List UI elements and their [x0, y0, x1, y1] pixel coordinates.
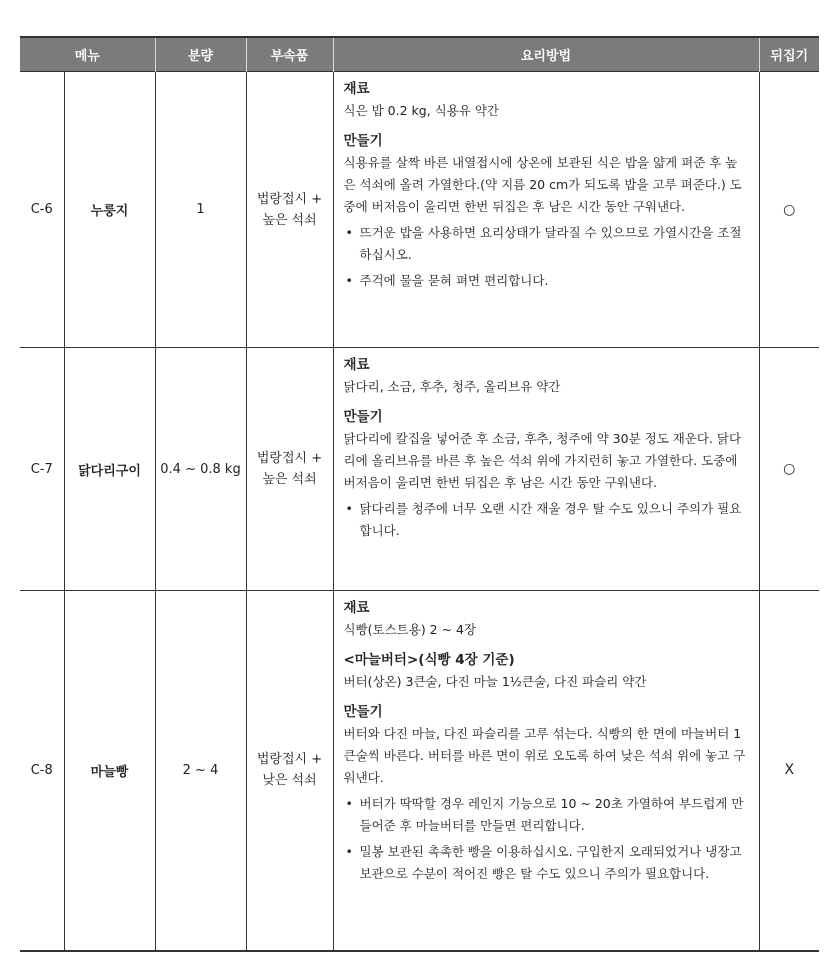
section-title: 만들기 — [343, 409, 383, 425]
tip-item: • 닭다리를 청주에 너무 오랜 시간 재울 경우 탈 수도 있으니 주의가 필요합니다. — [344, 498, 749, 542]
recipe-table — [20, 36, 819, 952]
section-text: 닭다리, 소금, 후추, 청주, 올리브유 약간 — [343, 379, 561, 394]
section-title: 만들기 — [343, 133, 383, 149]
accessory-line-2: 높은 석쇠 — [262, 472, 317, 487]
row-flip: X — [759, 591, 819, 951]
row-flip: ○ — [759, 348, 819, 591]
row-name: 마늘빵 — [64, 591, 155, 951]
section-text: 식빵(토스트용) 2 ~ 4장 — [343, 622, 477, 637]
section-text: 버터와 다진 마늘, 다진 파슬리를 고루 섞는다. 식빵의 한 면에 마늘버터 1큰술씩 바른다. 버터를 바른 면이 위로 오도록 하여 낮은 석쇠 위에 놓고 구워낸다. — [343, 726, 746, 785]
accessory-line-2: 높은 석쇠 — [262, 212, 317, 228]
section-title: 재료 — [343, 81, 370, 97]
row-method — [333, 348, 759, 591]
row-name: 누룽지 — [64, 72, 155, 348]
row-code: C-7 — [20, 348, 64, 591]
accessory-line-1: 법랑접시 + — [256, 451, 323, 466]
row-quantity: 2 ~ 4 — [155, 591, 246, 951]
header-row — [20, 37, 819, 72]
row-quantity: 1 — [155, 72, 246, 348]
accessory-line-1: 법랑접시 + — [256, 191, 323, 207]
row-accessory — [246, 591, 333, 951]
header-menu: 메뉴 — [20, 37, 155, 72]
header-accessory: 부속품 — [246, 37, 333, 72]
tips-list — [344, 222, 749, 292]
section-text: 버터(상온) 3큰술, 다진 마늘 1½큰술, 다진 파슬리 약간 — [343, 674, 647, 689]
tip-item: • 버터가 딱딱할 경우 레인지 기능으로 10 ~ 20초 가열하여 부드럽게 만들어준 후 마늘버터를 만들면 편리합니다. — [344, 793, 749, 837]
row-accessory — [246, 72, 333, 348]
row-method — [333, 591, 759, 951]
header-flip: 뒤집기 — [759, 37, 819, 72]
section-title: <마늘버터>(식빵 4장 기준) — [343, 652, 515, 668]
tip-item: • 주걱에 물을 묻혀 펴면 편리합니다. — [344, 270, 749, 292]
tips-list — [344, 793, 749, 885]
row-quantity: 0.4 ~ 0.8 kg — [155, 348, 246, 591]
section-title: 만들기 — [343, 704, 383, 720]
header-method: 요리방법 — [333, 37, 759, 72]
section-text: 닭다리에 칼집을 넣어준 후 소금, 후추, 청주에 약 30분 정도 재운다. 닭다리에 올리브유를 바른 후 높은 석쇠 위에 가지런히 놓고 가열한다. 도중에 버저음이 울리면 한번 뒤집은 후 남은 시간 동안 구워낸다. — [343, 431, 742, 490]
tip-item: • 밀봉 보관된 촉촉한 빵을 이용하십시오. 구입한지 오래되었거나 냉장고 보관으로 수분이 적어진 빵은 탈 수도 있으니 주의가 필요합니다. — [344, 841, 749, 885]
table-row — [20, 72, 819, 348]
row-name: 닭다리구이 — [64, 348, 155, 591]
row-flip: ○ — [759, 72, 819, 348]
section-text: 식은 밥 0.2 kg, 식용유 약간 — [343, 103, 499, 118]
row-code: C-6 — [20, 72, 64, 348]
table-row — [20, 348, 819, 591]
tip-item: • 뜨거운 밥을 사용하면 요리상태가 달라질 수 있으므로 가열시간을 조절하십시오. — [344, 222, 749, 266]
section-title: 재료 — [343, 357, 370, 373]
section-title: 재료 — [343, 600, 370, 616]
accessory-line-2: 낮은 석쇠 — [262, 773, 317, 789]
row-method — [333, 72, 759, 348]
recipe-table-container — [20, 36, 819, 952]
row-code: C-8 — [20, 591, 64, 951]
accessory-line-1: 법랑접시 + — [256, 752, 323, 768]
header-quantity: 분량 — [155, 37, 246, 72]
row-accessory — [246, 348, 333, 591]
table-row — [20, 591, 819, 951]
section-text: 식용유를 살짝 바른 내열접시에 상온에 보관된 식은 밥을 얇게 펴준 후 높은 석쇠에 올려 가열한다.(약 지름 20 cm가 되도록 밥을 고루 펴준다.) 도중에 버저음이 울리면 한번 뒤집은 후 남은 시간 동안 구워낸다. — [343, 155, 742, 214]
tips-list — [344, 498, 749, 542]
